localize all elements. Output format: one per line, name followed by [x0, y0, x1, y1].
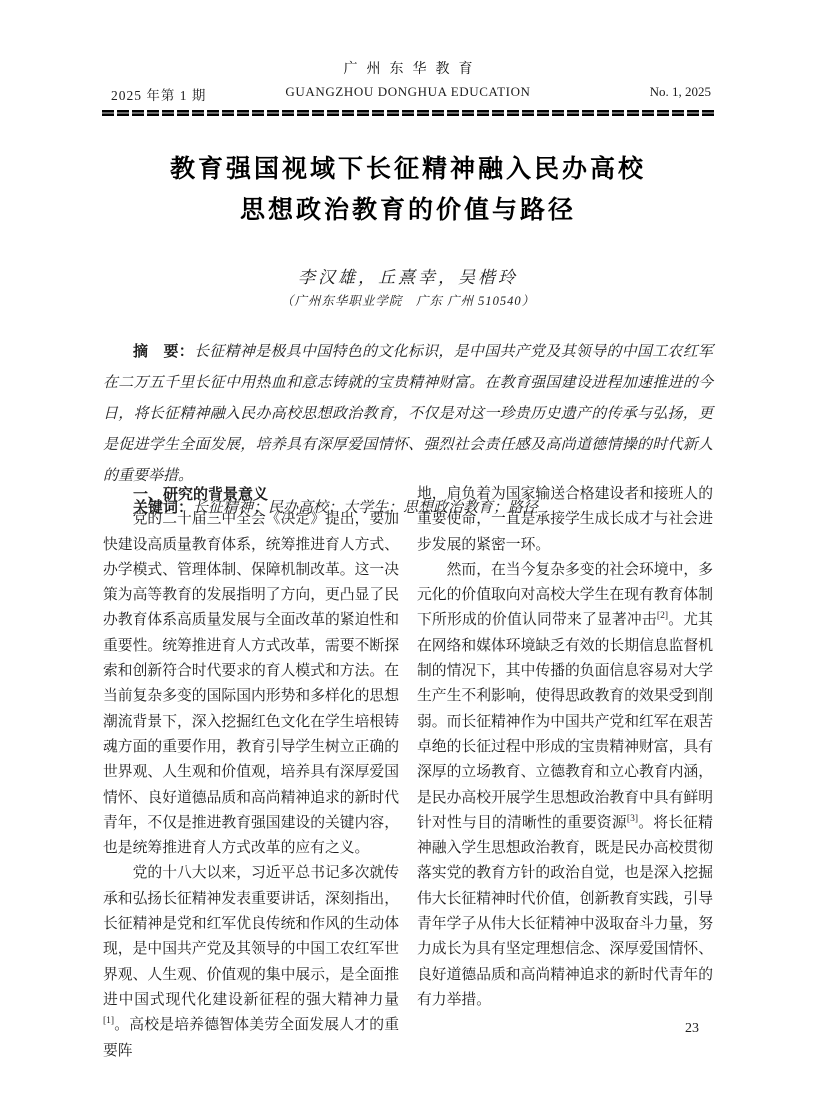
citation-ref-1: [1] — [103, 1016, 115, 1027]
authors-line: 李汉雄，丘熹幸，吴楷玲 — [298, 268, 518, 287]
body-paragraph — [103, 861, 399, 1063]
right-column — [417, 482, 713, 1064]
affiliation-line: （广州东华职业学院 广东 广州 510540） — [280, 294, 536, 308]
body-paragraph: 党的二十届三中全会《决定》提出，要加快建设高质量教育体系，统筹推进育人方式、办学模式、管理体制、保障机制改革。这一决策为高等教育的发展指明了方向，更凸显了民办教育体系高质量发展与全面改革的紧迫性和重要性。统筹推进育人方式改革，需要不断探索和创新符合时代要求的育人模式和方法。在当前复杂多变的国际国内形势和多样化的思想潮流背景下，深入挖掘红色文化在学生培根铸魂方面的重要作用，教育引导学生树立正确的世界观、人生观和价值观，培养具有深厚爱国情怀、良好道德品质和高尚精神追求的新时代青年，不仅是推进教育强国建设的关键内容，也是统筹推进育人方式改革的应有之义。 — [103, 511, 399, 857]
paragraph-text: 。尤其在网络和媒体环境缺乏有效的长期信息监督机制的情况下，其中传播的负面信息容易对大学生产生不利影响，使得思政教育的效果受到削弱。而长征精神作为中国共产党和红军在艰苦卓绝的长征过程中形成的宝贵精神财富，具有深厚的立场教育、立德教育和立心教育内涵，是民办高校开展学生思想政治教育中具有鲜明针对性与目的清晰性的重要资源 — [417, 612, 713, 831]
paragraph-text: 然而，在当今复杂多变的社会环境中，多元化的价值取向对高校大学生在现有教育体制下所形成的价值认同带来了显著冲击 — [417, 561, 713, 629]
keywords-label: 关键词： — [133, 499, 194, 516]
article-body — [103, 482, 713, 1064]
citation-ref-3: [3] — [626, 813, 638, 824]
abstract-paragraph — [103, 336, 713, 492]
citation-ref-2: [2] — [656, 611, 668, 622]
abstract-label: 摘 要： — [133, 343, 195, 360]
paragraph-text: 。高校是培养德智体美劳全面发展人才的重要阵 — [103, 1017, 399, 1059]
body-paragraph: 地，肩负着为国家输送合格建设者和接班人的重要使命，一直是承接学生成长成才与社会进步发展的紧密一环。 — [417, 486, 713, 553]
article-title-line1: 教育强国视域下长征精神融入民办高校 — [169, 155, 646, 183]
article-title-line2: 思想政治教育的价值与路径 — [239, 196, 576, 224]
abstract-text: 长征精神是极具中国特色的文化标识，是中国共产党及其领导的中国工农红军在二万五千里长征中用热血和意志铸就的宝贵精神财富。在教育强国建设进程加速推进的今日，将长征精神融入民办高校思想政治教育，不仅是对这一珍贵历史遗产的传承与弘扬，更是促进学生全面发展，培养具有深厚爱国情怀、强烈社会责任感及高尚道德情操的时代新人的重要举措。 — [103, 344, 713, 484]
left-column — [103, 482, 399, 1064]
body-paragraph — [417, 558, 713, 1013]
paragraph-text: 。将长征精神融入学生思想政治教育，既是民办高校贯彻落实党的教育方针的政治自觉，也是深入挖掘伟大长征精神时代价值，创新教育实践，引导青年学子从伟大长征精神中汲取奋斗力量，努力成长为具有坚定理想信念、深厚爱国情怀、良好道德品质和高尚精神追求的新时代青年的有力举措。 — [417, 814, 713, 1008]
article-title — [103, 149, 713, 231]
keywords-text: 长征精神；民办高校；大学生；思想政治教育；路径 — [193, 500, 539, 516]
journal-name-cn: 广州东华教育 — [343, 62, 482, 77]
section-heading: 一、研究的背景意义 — [133, 486, 269, 503]
journal-name-en: GUANGZHOU DONGHUA EDUCATION — [285, 84, 531, 99]
header-row — [103, 84, 713, 104]
header-divider-rule — [102, 110, 714, 116]
issue-label-en: No. 1, 2025 — [649, 84, 711, 99]
issue-label-cn: 2025 年第 1 期 — [111, 88, 207, 103]
paragraph-text: 党的十八大以来，习近平总书记多次就传承和弘扬长征精神发表重要讲话，深刻指出，长征精神是党和红军优良传统和作风的生动体现，是中国共产党及其领导的中国工农红军世界观、人生观、价值观的集中展示，是全面推进中国式现代化建设新征程的强大精神力量 — [103, 865, 399, 1008]
page-number: 23 — [685, 1021, 699, 1036]
